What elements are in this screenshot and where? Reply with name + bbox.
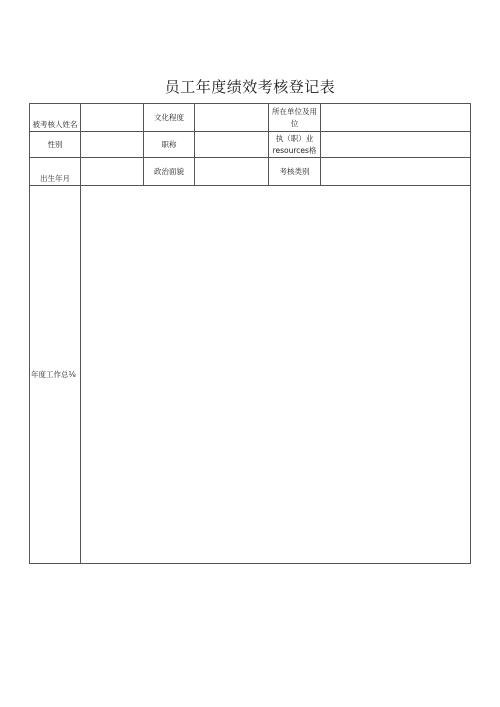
label-gender: 性别 xyxy=(30,132,81,158)
label-annual-summary xyxy=(30,186,81,564)
label-unit-position: 所在单位及用位 xyxy=(269,104,321,132)
label-qualification: 执（职）业resources格 xyxy=(269,132,321,158)
label-political-status: 政治面貌 xyxy=(144,158,195,186)
label-birth-date: 出生年月 xyxy=(30,158,81,186)
field-education[interactable] xyxy=(195,104,269,132)
field-appraisee-name[interactable] xyxy=(81,104,144,132)
form-row-birth xyxy=(30,158,471,186)
form-title: 员工年度绩效考核登记表 xyxy=(164,78,336,96)
form-row-summary xyxy=(30,186,471,564)
field-birth-date[interactable] xyxy=(81,158,144,186)
label-annual-summary-text: 年度工作总⅛ xyxy=(31,369,76,379)
label-education: 文化程度 xyxy=(144,104,195,132)
form-row-name xyxy=(30,104,471,132)
field-title-rank[interactable] xyxy=(195,132,269,158)
field-appraisal-category[interactable] xyxy=(321,158,471,186)
field-annual-summary[interactable] xyxy=(81,186,471,564)
field-qualification[interactable] xyxy=(321,132,471,158)
field-gender[interactable] xyxy=(81,132,144,158)
label-appraisee-name: 被考核人姓名 xyxy=(30,104,81,132)
field-unit-position[interactable] xyxy=(321,104,471,132)
form-row-gender xyxy=(30,132,471,158)
field-political-status[interactable] xyxy=(195,158,269,186)
label-appraisal-category: 考核类别 xyxy=(269,158,321,186)
appraisal-form-table xyxy=(29,103,471,564)
label-title-rank: 职称 xyxy=(144,132,195,158)
